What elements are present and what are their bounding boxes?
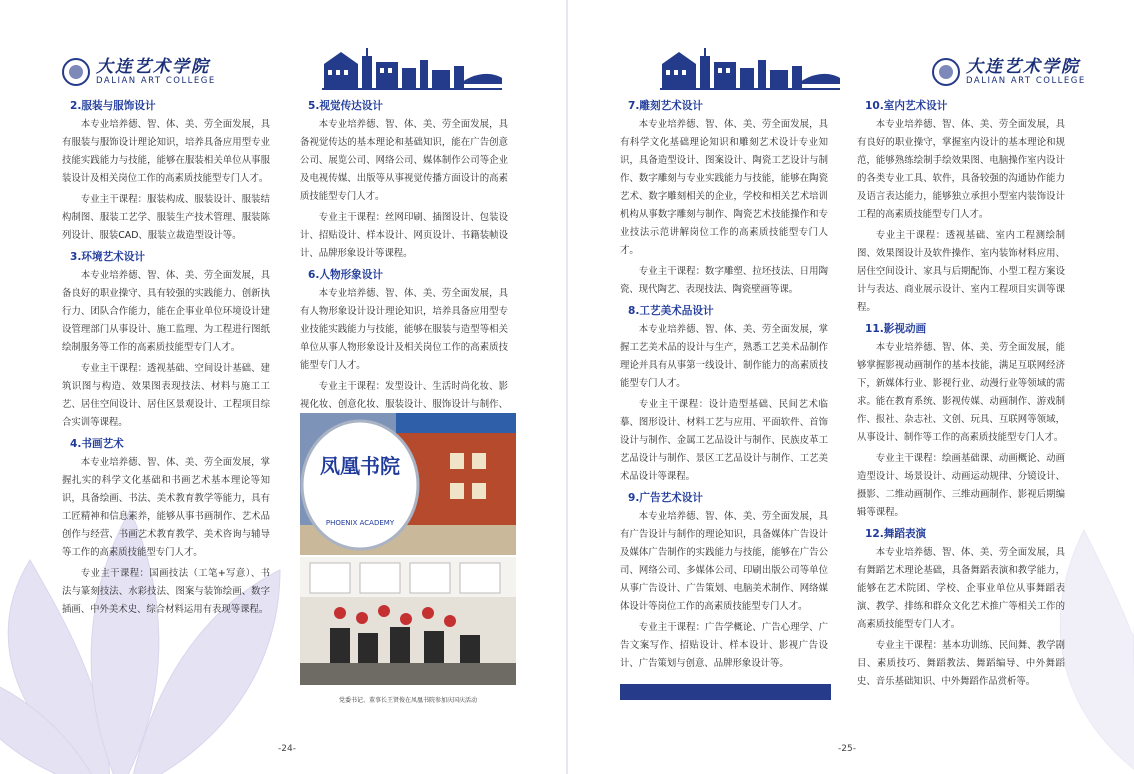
section-paragraph: 专业主干课程：绘画基础课、动画概论、动画造型设计、场景设计、动画运动规律、分镜设计、摄影、二维动画制作、三维动画制作、影视后期编辑等课程。	[857, 453, 1065, 518]
section-paragraph: 专业主干课程：服装构成、服装设计、服装结构制图、服装工艺学、服装生产技术管理、服装陈列设计、服装CAD、服装立裁造型设计等。	[62, 194, 270, 241]
academy-sign-cn: 凤凰书院	[320, 454, 400, 478]
right-page	[568, 0, 1134, 774]
logo-en: DALIAN ART COLLEGE	[966, 76, 1086, 86]
photo-caption: 党委书记、董事长王贤俊在凤凰书院参加庆国庆活动	[338, 697, 477, 704]
logo-en: DALIAN ART COLLEGE	[96, 76, 216, 86]
photo-block	[300, 413, 516, 704]
right-column-1	[620, 97, 828, 676]
logo-cn: 大连艺术学院	[96, 57, 210, 77]
section-paragraph: 专业主干课程：设计造型基础、民间艺术临摹、图形设计、材料工艺与应用、平面软件、首饰设计与制作、金属工艺品设计与制作、民族皮革工艺品设计与制作、景区工艺品设计与制作、工艺美术品设计等课程。	[620, 399, 828, 482]
right-column-2	[857, 97, 1065, 694]
left-column-1	[62, 97, 270, 622]
section-paragraph: 专业主干课程：数字雕塑、拉坯技法、日用陶瓷、现代陶艺、表现技法、陶瓷壁画等课。	[620, 266, 828, 295]
section-paragraph: 本专业培养德、智、体、美、劳全面发展，掌握扎实的科学文化基础和书画艺术基本理论等知识，具备绘画、书法、美术教育教学等能力，具有工匠精神和信息素养，能够从事书画制作、艺术品创作与经营、书画艺术教育教学、美术咨询与辅导等工作的高素质技能型专门人才。	[62, 457, 270, 558]
section-heading: 9.广告艺术设计	[628, 492, 703, 504]
page-number: -24-	[278, 744, 296, 754]
section-paragraph: 专业主干课程：透视基础、空间设计基础、建筑识图与构造、效果图表现技法、材料与施工工艺、居住空间设计、居住区景观设计、工程项目综合实训等课程。	[62, 363, 270, 428]
section-heading: 6.人物形象设计	[308, 269, 383, 281]
section-paragraph: 本专业培养德、智、体、美、劳全面发展，具有人物形象设计设计理论知识，培养具备应用型专业技能实践能力与技能，能够在服装与造型等相关单位从事人物形象设计及相关岗位工作的高素质技能型专门人才。	[300, 288, 508, 371]
section-paragraph: 专业主干课程：丝网印刷、插图设计、包装设计、招贴设计、样本设计、网页设计、书籍装帧设计、品牌形象设计等课程。	[300, 212, 508, 259]
section-heading: 4.书画艺术	[70, 438, 124, 450]
section-paragraph: 本专业培养德、智、体、美、劳全面发展，具有广告设计与制作的理论知识，具备媒体广告设计及媒体广告制作的实践能力与技能，能够在广告公司、网络公司、多媒体公司、印刷出版公司等单位从事广告设计、广告策划、电脑美术制作、网络媒体设计等岗位工作的高素质技能型专门人才。	[620, 511, 828, 612]
section-paragraph: 本专业培养德、智、体、美、劳全面发展，具有舞蹈艺术理论基础，具备舞蹈表演和教学能力，能够在艺术院团、学校、企事业单位从事舞蹈表演、教学、排练和群众文化艺术推广等相关工作的高素质技能型专门人才。	[857, 547, 1065, 630]
college-logo	[932, 58, 1086, 86]
section-paragraph: 专业主干课程：广告学概论、广告心理学、广告文案写作、招贴设计、样本设计、影视广告设计、广告策划与创意、品牌形象设计等。	[620, 622, 828, 669]
section-paragraph: 专业主干课程：基本功训练、民间舞、教学剧目、素质技巧、舞蹈教法、舞蹈编导、中外舞蹈史、音乐基础知识、中外舞蹈作品赏析等。	[857, 640, 1065, 687]
section-paragraph: 本专业培养德、智、体、美、劳全面发展，具有科学文化基础理论知识和雕刻艺术设计专业知识，具备造型设计、图案设计、陶瓷工艺设计与制作、数字雕刻与专业实践能力与技能，能够在陶瓷艺术、数字雕刻相关的企业，学校和相关艺术培训机构从事数字雕刻与制作、陶瓷艺术技能操作和专业技法示范讲解岗位工作的高素质技能型专门人才。	[620, 119, 828, 256]
campus-skyline-icon	[660, 42, 840, 92]
section-heading: 7.雕刻艺术设计	[628, 100, 703, 112]
section-paragraph: 本专业培养德、智、体、美、劳全面发展，具备良好的职业操守、具有较强的实践能力、创新执行力、团队合作能力，能在企事业单位环境设计建设管理部门从事设计、施工监理、为工程进行图纸绘制服务等工作的高素质技能型专门人才。	[62, 270, 270, 353]
section-heading: 11.影视动画	[865, 323, 927, 335]
college-seal-icon	[932, 58, 960, 86]
section-paragraph: 本专业培养德、智、体、美、劳全面发展，能够掌握影视动画制作的基本技能，满足互联网经济下，新媒体行业、影视行业、动漫行业等领域的需求。能在教育系统、影视传媒、动画制作、游戏制作、报社、杂志社、文创、玩具、互联网等领域，从事设计、制作等工作的高素质技能型专门人才。	[857, 342, 1065, 443]
college-seal-icon	[62, 58, 90, 86]
academy-sign-en: PHOENIX ACADEMY	[325, 519, 395, 527]
section-paragraph: 本专业培养德、智、体、美、劳全面发展，具有服装与服饰设计理论知识，培养具备应用型专业技能实践能力与技能，能够在服装相关单位从事服装设计及相关岗位工作的高素质技能型专门人才。	[62, 119, 270, 184]
campus-skyline-icon	[322, 42, 502, 92]
section-heading: 5.视觉传达设计	[308, 100, 383, 112]
section-paragraph: 专业主干课程：透视基础、室内工程测绘制图、效果图设计及软件操作、室内装饰材料应用、居住空间设计、家具与后期配饰、小型工程方案设计与表达、商业展示设计、室内工程项目实训等课程。	[857, 230, 1065, 313]
decorative-blue-bar	[620, 684, 831, 700]
section-paragraph: 本专业培养德、智、体、美、劳全面发展，具备视觉传达的基本理论和基础知识，能在广告创意公司、展览公司、网络公司、媒体制作公司等企业及电视传媒、出版等从事视觉传播方面设计的高素质技能型专门人才。	[300, 119, 508, 202]
left-column-2	[300, 97, 508, 435]
section-heading: 2.服装与服饰设计	[70, 100, 156, 112]
left-page	[0, 0, 566, 774]
page-number: -25-	[838, 744, 856, 754]
section-paragraph: 本专业培养德、智、体、美、劳全面发展，具有良好的职业操守，掌握室内设计的基本理论和规范，能够熟练绘制手绘效果图、电脑操作室内设计的各类专业工具、软件，具备较强的沟通协作能力及语言表达能力，能够独立承担小型室内装饰设计工程的高素质技能型专门人才。	[857, 119, 1065, 220]
section-heading: 10.室内艺术设计	[865, 100, 948, 112]
college-logo	[62, 58, 216, 86]
section-paragraph: 本专业培养德、智、体、美、劳全面发展，掌握工艺美术品的设计与生产，熟悉工艺美术品制作理论并具有从事第一线设计、制作能力的高素质技能型专门人才。	[620, 324, 828, 389]
section-paragraph: 专业主干课程：国画技法（工笔+写意）、书法与篆刻技法、水彩技法、图案与装饰绘画、数字插画、中外美术史、综合材料运用有表现等课程。	[62, 568, 270, 615]
section-paragraph: 专业主干课程：发型设计、生活时尚化妆、影视化妆、创意化妆、服装设计、服饰设计与制作、	[300, 381, 508, 410]
section-heading: 8.工艺美术品设计	[628, 305, 714, 317]
phoenix-academy-photo	[300, 413, 516, 685]
section-heading: 12.舞蹈表演	[865, 528, 927, 540]
logo-cn: 大连艺术学院	[966, 57, 1080, 77]
section-heading: 3.环境艺术设计	[70, 251, 145, 263]
